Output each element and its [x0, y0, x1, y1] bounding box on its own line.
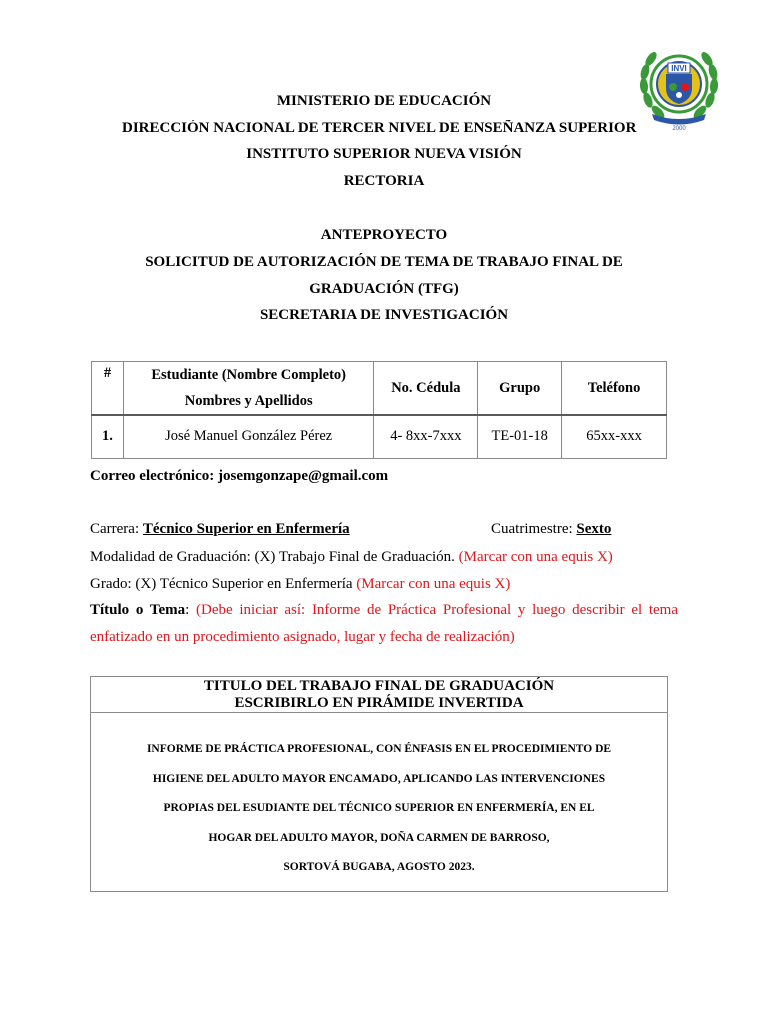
title-line-3: PROPIAS DEL ESUDIANTE DEL TÉCNICO SUPERIOR EN ENFERMERÍA, EN EL	[163, 802, 595, 814]
header-graduacion: GRADUACIÓN (TFG)	[309, 281, 459, 297]
header-ministry: MINISTERIO DE EDUCACIÓN	[276, 93, 492, 109]
carrera-value: Técnico Superior en Enfermería	[142, 521, 350, 537]
student-table	[91, 361, 667, 459]
logo-year: 2000	[672, 126, 686, 132]
cuatrimestre-line	[491, 521, 611, 538]
cell-num: 1.	[92, 415, 124, 458]
grado-text: Grado: (X) Técnico Superior en Enfermería	[90, 576, 357, 592]
titulo-colon: :	[185, 602, 197, 618]
header-student-line2: Nombres y Apellidos	[184, 393, 313, 409]
cuatrimestre-value: Sexto	[576, 521, 612, 537]
header-institute: INSTITUTO SUPERIOR NUEVA VISIÓN	[246, 146, 522, 162]
header-direction: DIRECCIÓN NACIONAL DE TERCER NIVEL DE ENSEÑANZA SUPERIOR	[122, 120, 637, 136]
title-line-5: SORTOVÁ BUGABA, AGOSTO 2023.	[283, 861, 475, 873]
title-box-body	[91, 735, 667, 883]
header-telefono: Teléfono	[562, 362, 667, 416]
header-anteproyecto: ANTEPROYECTO	[320, 227, 448, 243]
institute-logo	[636, 38, 722, 132]
title-box-header-line1: TITULO DEL TRABAJO FINAL DE GRADUACIÓN	[203, 678, 555, 694]
logo-text: INVI	[671, 64, 687, 73]
cell-cedula: 4- 8xx-7xxx	[374, 415, 478, 458]
email-line: Correo electrónico: josemgonzape@gmail.com	[90, 468, 389, 484]
header-num: #	[92, 362, 124, 416]
grado-note: (Marcar con una equis X)	[356, 576, 511, 592]
cell-grupo: TE-01-18	[478, 415, 562, 458]
modalidad-note: (Marcar con una equis X)	[458, 549, 613, 565]
header-cedula: No. Cédula	[374, 362, 478, 416]
titulo-note2: enfatizado en un procedimiento asignado, lugar y fecha de realización)	[90, 629, 515, 645]
laurel-seal-icon	[636, 38, 722, 132]
table-header-row	[92, 362, 667, 416]
titulo-label: Título o Tema	[90, 602, 186, 618]
header-grupo: Grupo	[478, 362, 562, 416]
cell-telefono: 65xx-xxx	[562, 415, 667, 458]
modalidad-text: Modalidad de Graduación: (X) Trabajo Final de Graduación.	[90, 549, 459, 565]
grado-line	[90, 576, 510, 593]
titulo-note1: (Debe iniciar así: Informe de Práctica Profesional y luego describir el tema	[196, 602, 679, 618]
cell-student: José Manuel González Pérez	[123, 415, 373, 458]
title-box-header-line2: ESCRIBIRLO EN PIRÁMIDE INVERTIDA	[234, 695, 524, 711]
header-secretaria: SECRETARIA DE INVESTIGACIÓN	[259, 307, 509, 323]
carrera-label: Carrera:	[90, 521, 143, 537]
header-student	[123, 362, 373, 416]
title-line-2: HIGIENE DEL ADULTO MAYOR ENCAMADO, APLICANDO LAS INTERVENCIONES	[152, 772, 606, 785]
title-line-4: HOGAR DEL ADULTO MAYOR, DOÑA CARMEN DE BARROSO,	[208, 831, 550, 844]
table-row	[92, 415, 667, 458]
header-rectoria: RECTORIA	[343, 173, 425, 189]
carrera-line	[90, 521, 350, 538]
titulo-line	[90, 602, 678, 619]
title-box-header	[91, 677, 667, 713]
title-line-1: INFORME DE PRÁCTICA PROFESIONAL, CON ÉNFASIS EN EL PROCEDIMIENTO DE	[146, 743, 612, 755]
modalidad-line	[90, 549, 613, 566]
header-student-line1: Estudiante (Nombre Completo)	[151, 367, 347, 383]
header-solicitud: SOLICITUD DE AUTORIZACIÓN DE TEMA DE TRABAJO FINAL DE	[145, 254, 623, 270]
title-box	[90, 676, 668, 892]
cuatrimestre-label: Cuatrimestre:	[491, 521, 577, 537]
